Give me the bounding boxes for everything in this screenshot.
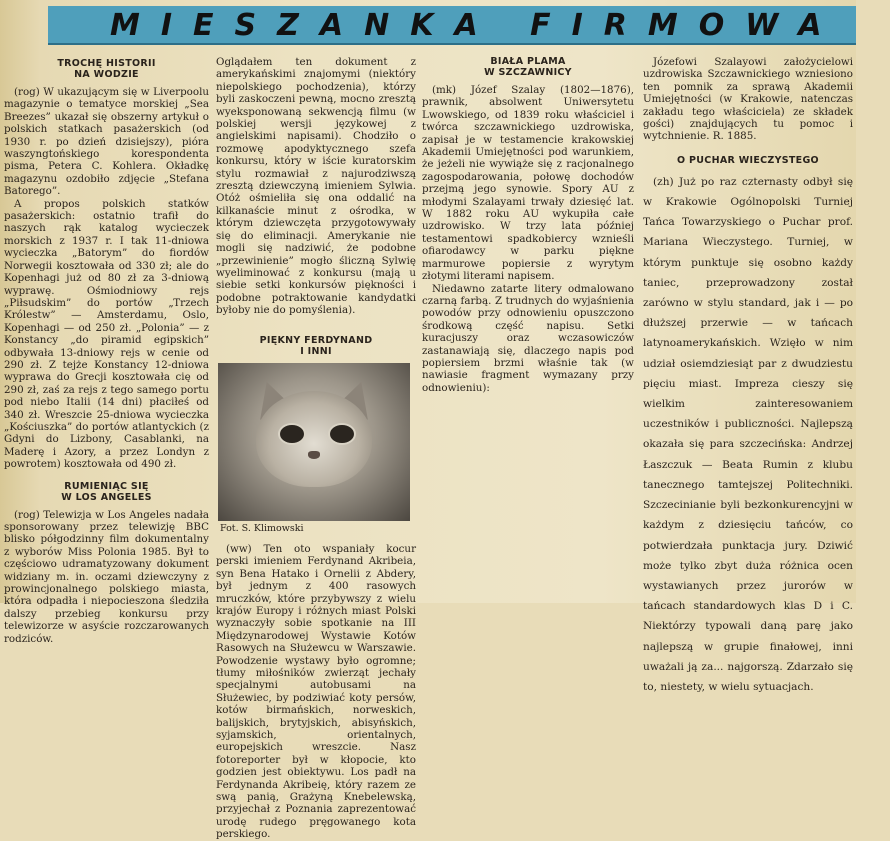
article-paragraph: Oglądałem ten dokument z amerykańskimi znajomymi (niektóry niepolskiego pochodzenia), którzy byli zaskoczeni pewną, mocno zresztą wyeksponowaną sekwencją filmu (w polskiej wersji językowej z angielskimi napisami). Chodziło o rozmowę apodyktycznego szefa konkursu, który w iście kuratorskim stylu rozmawiał z najurodziwszą zresztą dziewczyną imieniem Sylwia. Otóż ośmieliła się ona oddalić na kilkanaście minut z ośrodka, w którym dziewczęta przygotowywały się do eliminacji. Amerykanie nie mogli się nadziwić, że podobne „przewinienie” mogło śliczną Sylwię wyeliminować z konkursu (mają u siebie setki konkursów piękności i podobne potraktowanie kandydatki byłoby nie do pomyślenia).	[216, 56, 416, 317]
article-heading-puchar: O PUCHAR WIECZYSTEGO	[677, 154, 819, 166]
article-heading-history: TROCHĘ HISTORII NA WODZIE	[57, 58, 156, 80]
article-heading-szczawnica: BIAŁA PLAMA W SZCZAWNICY	[484, 56, 572, 78]
article-paragraph: (rog) W ukazującym się w Liverpoolu magazynie o tematyce morskiej „Sea Breezes” ukazał się obszerny artykuł o polskich statkach pasażerskich (od 1930 r. po dzień dzisiejszy), pióra waszyngtońskiego korespondenta pisma, Petera C. Kohlera. Okładkę magazynu ozdobiło zdjęcie „Stefana Batorego”.	[4, 86, 209, 198]
section-banner	[48, 6, 856, 45]
article-paragraph: (rog) Telewizja w Los Angeles nadała sponsorowany przez telewizję BBC blisko półgodzinny film dokumentalny z wyborów Miss Polonia 1985. Był to częściowo udramatyzowany dokument widziany m. in. oczami dziewczyny z prowincjonalnego polskiego miasta, która odpadła i niepocieszona śledziła dalszy przebieg konkursu przy telewizorze w asyście rozczarowanych rodziców.	[4, 508, 209, 645]
article-paragraph: Józefowi Szalayowi założycielowi uzdrowiska Szczawnickiego wzniesiono ten pomnik za sprawą Akademii Umiejętności (w Krakowie, natenczas zakładu tego właściciela) ze składek gości) znajdujących tu pomoc i wytchnienie. R. 1885.	[643, 56, 853, 143]
photo-caption: Fot. S. Klimowski	[220, 522, 304, 534]
column-2	[216, 56, 416, 841]
cat-photo	[218, 363, 410, 521]
article-heading-los-angeles: RUMIENIĄC SIĘ W LOS ANGELES	[61, 480, 152, 503]
article-paragraph: (mk) Józef Szalay (1802—1876), prawnik, absolwent Uniwersytetu Lwowskiego, od 1839 roku właściciel i twórca szczawnickiego uzdrowiska, zapisał je w testamencie krakowskiej Akademii Umiejętności pod warunkiem, że jeżeli nie wywiąże się z racjonalnego zagospodarowania, połowę dochodów przejmą jego synowie. Spory AU z młodymi Szalayami trwały dziesięć lat. W 1882 roku AU wykupiła całe uzdrowisko. W trzy lata później testamentowi spadkobiercy wznieśli ofiarodawcy w parku piękne marmurowe popiersie z wyrytym złotymi literami napisem.	[422, 84, 634, 283]
column-1	[4, 56, 209, 645]
article-paragraph: (zh) Już po raz czternasty odbył się w Krakowie Ogólnopolski Turniej Tańca Towarzyskiego o Puchar prof. Mariana Wieczystego. Turniej, w którym punktuje się osobno każdy taniec, przeprowadzony został zarówno w stylu standard, jak i — po dłuższej przerwie — w tańcach latynoamerykańskich. Wzięło w nim udział osiemdziesiąt par z dwudziestu pięciu miast. Impreza cieszy się wielkim zainteresowaniem uczestników i publiczności. Najlepszą okazała się para szczecińska: Andrzej Łaszczuk — Beata Rumin z klubu tanecznego tamtejszej Politechniki. Szczecinianie byli bezkonkurencyjni w każdym z dziesięciu tańców, co potwierdzała punktacja jury. Dziwić może tylko zbyt duża różnica ocen wystawianych przez jurorów w tańcach standardowych klas D i C. Niektórzy typowali daną parę jako najlepszą w grupie finałowej, inni uważali ją za... najgorszą. Zdarzało się to, niestety, w wielu sytuacjach.	[643, 175, 853, 693]
column-4	[643, 56, 853, 693]
column-3	[422, 56, 634, 601]
section-title: MIESZANKA FIRMOWA	[110, 8, 843, 43]
article-heading-ferdynand: PIĘKNY FERDYNAND I INNI	[259, 334, 373, 357]
article-paragraph: A propos polskich statków pasażerskich: ostatnio trafił do naszych rąk katalog wycieczek morskich z 1937 r. I tak 11-dniowa wycieczka „Batorym” do fiordów Norwegii kosztowała od 330 zł; ale do Kopenhagi już od 80 zł za 3-dniową wyprawę. Ośmiodniowy rejs „Piłsudskim” do portów „Trzech Królestw” — Amsterdamu, Oslo, Kopenhagi — od 250 zł. „Polonia” — z Konstancy „do piramid egipskich” odbywała 13-dniowy rejs w cenie od 290 zł. Z tejże Konstancy 12-dniowa wyprawa do Grecji kosztowała cię od 290 zł, zaś za rejs z tego samego portu pod niebo Italii (14 dni) płaciłeś od 340 zł. Wreszcie 25-dniowa wycieczka „Kościuszka” do portów atlantyckich (z Gdyni do Lizbony, Casablanki, na Maderę i Azory, a przez Londyn z powrotem) kosztowała od 490 zł.	[4, 197, 209, 471]
article-paragraph: Niedawno zatarte litery odmalowano czarną farbą. Z trudnych do wyjaśnienia powodów przy odnowieniu opuszczono środkową część napisu. Setki kuracjuszy oraz wczasowiczów zastanawiają się, dlaczego napis pod popiersiem brzmi właśnie tak (w nawiasie fragment wymazany przy odnowieniu):	[422, 282, 634, 394]
article-paragraph: (ww) Ten oto wspaniały kocur perski imieniem Ferdynand Akribeia, syn Bena Hatako i Ornelii z Abdery, był jednym z 400 rasowych mruczków, które przybywszy z wielu krajów Europy i różnych miast Polski wyznaczyły sobie spotkanie na III Międzynarodowej Wystawie Kotów Rasowych na Służewcu w Warszawie. Powodzenie wystawy było ogromne; tłumy miłośników zwierząt jechały specjalnymi autobusami na Służewiec, by podziwiać koty persów, kotów birmańskich, norweskich, balijskich, brytyjskich, abisyńskich, syjamskich, orientalnych, europejskich wreszcie. Nasz fotoreporter był w kłopocie, kto godzien jest obiektywu. Los padł na Ferdynanda Akribeię, który razem ze swą panią, Grażyną Knebelewską, przyjechał z Poznania zaprezentować urodę rudego pręgowanego kota perskiego.	[216, 542, 416, 841]
